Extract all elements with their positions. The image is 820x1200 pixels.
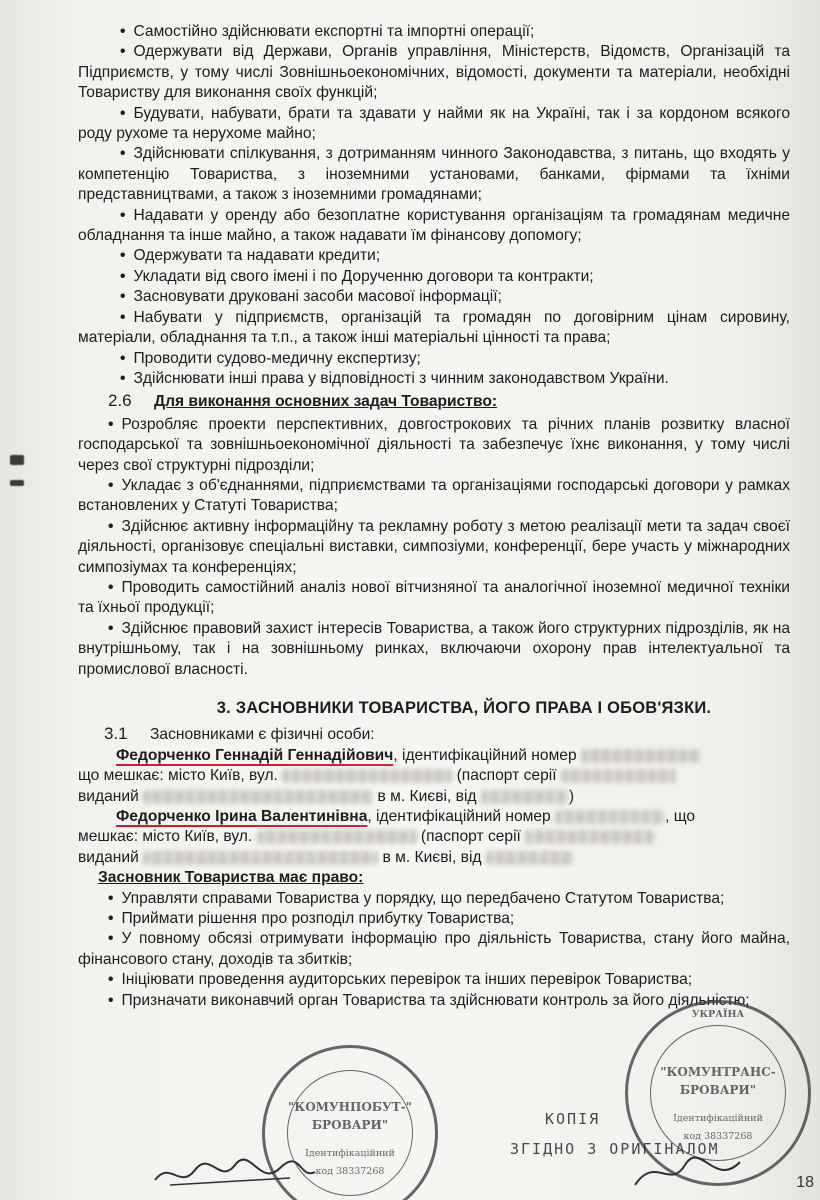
- list-item: • Засновувати друковані засоби масової інформації;: [78, 287, 790, 307]
- binding-hole-mark: [10, 480, 24, 486]
- list-item: • Розробляє проекти перспективних, довгострокових та річних планів розвитку власної господарської та зовнішньоекономічної діяльності та забезпечує їхнє виконання, у тому числі через свої структурні підрозділи;: [78, 415, 790, 476]
- address-continuation: , що: [665, 808, 696, 826]
- founder-1: [78, 746, 790, 807]
- list-item: • Призначати виконавчий орган Товариства та здійснювати контроль за його діяльністю;: [78, 991, 790, 1011]
- stamp-city: БРОВАРИ": [311, 1118, 389, 1132]
- id-label: , ідентифікаційний номер: [393, 746, 577, 764]
- list-item: • Здійснює правовий захист інтересів Товариства, а також його структурних підрозділів, як на внутрішньому, так і на зовнішньому ринках, включаючи охорону прав інтелектуальної та промислової власності.: [78, 619, 790, 680]
- list-item: • Приймати рішення про розподіл прибутку Товариства;: [78, 909, 790, 929]
- page-number: 18: [796, 1174, 814, 1191]
- redacted-field: [282, 769, 452, 783]
- stamp-code: код 38337268: [315, 1166, 385, 1177]
- redacted-field: [555, 810, 665, 824]
- issued-label: виданий: [78, 787, 139, 805]
- passport-label: (паспорт серії: [420, 828, 521, 846]
- document-text: [78, 22, 790, 1011]
- list-item: • Здійснювати спілкування, з дотриманням чинного Законодавства, з питань, що входять у компетенцію Товариства, з іноземними установами, банками, фірмами та їхніми представництвами, а також з іноземними громадянами;: [78, 144, 790, 205]
- stamp-city: БРОВАРИ": [679, 1083, 757, 1097]
- list-item: • Надавати у оренду або безоплатне користування організаціям та громадянам медичне обладнання та інше майно, а також надавати їм фінансову допомогу;: [78, 206, 790, 247]
- list-item: • Проводити судово-медичну експертизу;: [78, 349, 790, 369]
- clause-intro: Засновниками є фізичні особи:: [149, 726, 375, 744]
- founder-name: Федорченко Геннадій Геннадійович: [116, 746, 394, 764]
- address-label: що мешкає: місто Київ, вул.: [78, 767, 278, 785]
- founder-name: Федорченко Ірина Валентинівна: [116, 808, 368, 826]
- list-item: • Ініціювати проведення аудиторських перевірок та інших перевірок Товариства;: [78, 970, 790, 990]
- stamp-country: УКРАЇНА: [691, 1009, 745, 1020]
- list-item: • Будувати, набувати, брати та здавати у найми як на Україні, так і за кордоном всякого роду рухоме та нерухоме майно;: [78, 104, 790, 145]
- city-label: в м. Києві, від: [377, 787, 477, 805]
- closing-paren: ): [568, 787, 575, 805]
- copy-stamp-line1: КОПІЯ: [545, 1110, 601, 1128]
- redacted-field: [257, 830, 417, 844]
- section-3-title: 3. ЗАСНОВНИКИ ТОВАРИСТВА, ЙОГО ПРАВА І ОБОВ'ЯЗКИ.: [216, 699, 712, 717]
- redacted-field: [143, 790, 373, 804]
- list-item: • Набувати у підприємств, організацій та громадян по договірним цінам сировину, матеріали, обладнання та т.п., а також інші матеріальні цінності та права;: [78, 308, 790, 349]
- id-label: , ідентифікаційний номер: [367, 808, 551, 826]
- redacted-field: [525, 830, 655, 844]
- stamp-id-label: Ідентифікаційний: [673, 1113, 763, 1124]
- list-item: • Одержувати від Держави, Органів управління, Міністерств, Відомств, Організацій та Підприємств, у тому числі Зовнішньоекономічних, відомості, документи та матеріали, необхідні Товариству для виконання своїх функцій;: [78, 42, 790, 103]
- signature-right: [630, 1150, 750, 1195]
- rights-heading-text: Засновник Товариства має право:: [98, 869, 364, 887]
- section-heading-text: Для виконання основних задач Товариство:: [153, 393, 498, 411]
- founder-2: [78, 807, 790, 868]
- signature-left: [150, 1150, 320, 1195]
- copy-stamp-line2: ЗГІДНО З ОРИГІНАЛОМ: [510, 1140, 720, 1158]
- city-label: в м. Києві, від: [382, 848, 482, 866]
- list-item: • Самостійно здійснювати експортні та імпортні операції;: [78, 22, 790, 42]
- list-item: • Укладати від свого імені і по Дорученню договори та контракти;: [78, 267, 790, 287]
- clause-3-1: [104, 724, 790, 745]
- stamp-name: "КОМУНПОБУТ-": [288, 1100, 412, 1114]
- redacted-field: [143, 851, 378, 865]
- redacted-field: [481, 790, 569, 804]
- stamp-code: код 38337268: [683, 1131, 753, 1142]
- section-2-6-list: [78, 415, 790, 680]
- binding-hole-mark: [10, 455, 24, 465]
- list-item: • Здійснює активну інформаційну та рекламну роботу з метою реалізації мети та задач своєї діяльності, організовує спеціальні виставки, симпозіуми, конференції, бере участь у міжнародних симпозіумах та конференціях;: [78, 517, 790, 578]
- redacted-field: [486, 851, 574, 865]
- founder-rights-heading: [98, 868, 790, 888]
- stamp-name: "КОМУНТРАНС-: [660, 1065, 776, 1079]
- redacted-field: [581, 749, 701, 763]
- founder-rights-list: [78, 889, 790, 1011]
- passport-label: (паспорт серії: [456, 767, 557, 785]
- list-item: • У повному обсязі отримувати інформацію про діяльність Товариства, стану його майна, фінансового стану, доходів та збитків;: [78, 929, 790, 970]
- stamp-id-label: Ідентифікаційний: [305, 1148, 395, 1159]
- list-item: • Укладає з об'єднаннями, підприємствами та організаціями господарські договори у рамках встановлених у Статуті Товариства;: [78, 476, 790, 517]
- list-item: • Проводить самостійний аналіз нової вітчизняної та аналогічної іноземної медичної техніки та їхньої продукції;: [78, 578, 790, 619]
- list-item: • Управляти справами Товариства у порядку, що передбачено Статутом Товариства;: [78, 889, 790, 909]
- rights-list-top: [78, 22, 790, 389]
- address-label: мешкає: місто Київ, вул.: [78, 828, 253, 846]
- list-item: • Одержувати та надавати кредити;: [78, 246, 790, 266]
- issued-label: виданий: [78, 848, 139, 866]
- section-2-6-heading: [108, 391, 790, 412]
- list-item: • Здійснювати інші права у відповідності з чинним законодавством України.: [78, 369, 790, 389]
- section-number: 2.6: [108, 391, 132, 411]
- redacted-field: [561, 769, 676, 783]
- clause-number: 3.1: [104, 724, 128, 744]
